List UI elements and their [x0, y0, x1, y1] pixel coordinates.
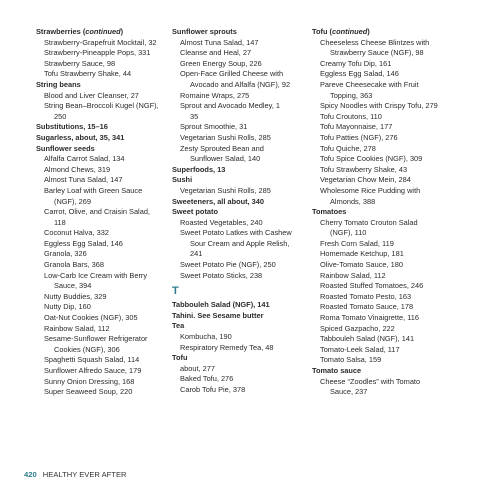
index-entry: Barley Loaf with Green Sauce — [44, 185, 143, 195]
index-entry: Cheeseless Cheese Blintzes with — [320, 37, 430, 47]
index-entry: Eggless Egg Salad, 146 — [320, 69, 399, 79]
index-entry: Sauce, 394 — [54, 281, 92, 291]
index-entry: Green Energy Soup, 226 — [180, 58, 262, 68]
index-entry: Avocado and Alfalfa (NGF), 92 — [190, 79, 291, 89]
index-entry: Tofu Strawberry Shake, 43 — [320, 164, 408, 174]
index-entry: Carob Tofu Pie, 378 — [180, 385, 246, 394]
index-entry: Low-Carb Ice Cream with Berry — [44, 270, 148, 280]
index-heading: String beans — [36, 79, 81, 89]
index-entry: Kombucha, 190 — [180, 332, 232, 342]
continued-marker: continued — [331, 27, 368, 36]
index-entry: Tofu Patties (NGF), 276 — [320, 132, 398, 142]
index-heading: Superfoods, 13 — [172, 164, 226, 174]
index-entry: 250 — [54, 111, 67, 121]
index-entry: (NGF), 110 — [330, 228, 367, 238]
index-entry: Coconut Halva, 332 — [44, 228, 109, 238]
index-entry: Sprout Smoothie, 31 — [180, 122, 248, 132]
index-entry: Tofu Spice Cookies (NGF), 309 — [320, 154, 423, 164]
index-heading: Tofu — [172, 353, 188, 363]
index-column-3 — [312, 27, 452, 398]
index-heading: Sunflower sprouts — [172, 27, 237, 36]
index-heading: Tomato sauce — [312, 366, 362, 375]
book-title: HEALTHY EVER AFTER — [42, 470, 127, 479]
index-entry: Vegetarian Chow Mein, 284 — [320, 175, 411, 185]
index-heading: Substitutions, 15–16 — [36, 122, 108, 132]
index-entry: Roasted Tomato Pesto, 163 — [320, 291, 412, 301]
index-entry: Roasted Vegetables, 240 — [180, 217, 263, 227]
index-entry: Granola Bars, 368 — [44, 260, 104, 270]
index-entry: Nutty Dip, 160 — [44, 302, 91, 312]
index-section-letter: T — [172, 285, 179, 298]
index-heading: Sunflower seeds — [36, 143, 95, 153]
index-entry: Homemade Ketchup, 181 — [320, 249, 404, 259]
index-entry: Sweet Potato Latkes with Cashew — [180, 228, 292, 238]
index-entry: Romaine Wraps, 275 — [180, 90, 250, 100]
index-entry: Blood and Liver Cleanser, 27 — [44, 90, 139, 100]
index-entry: Tabbouleh Salad (NGF), 141 — [320, 334, 415, 344]
index-entry: Almond Chews, 319 — [44, 164, 111, 174]
index-heading: Tofu (continued) — [312, 27, 370, 36]
index-heading: Sweet potato — [172, 207, 218, 217]
index-entry: Eggless Egg Salad, 146 — [44, 238, 123, 248]
index-entry: Carrot, Olive, and Craisin Salad, — [44, 207, 150, 217]
index-entry: Zesty Sprouted Bean and — [180, 143, 264, 153]
index-entry: Roasted Stuffed Tomatoes, 246 — [320, 281, 424, 291]
index-entry: Tomato Salsa, 159 — [320, 355, 382, 365]
index-entry: Topping, 363 — [330, 90, 373, 100]
index-entry: Respiratory Remedy Tea, 48 — [180, 342, 274, 352]
index-heading: Strawberries (continued) — [36, 27, 124, 36]
index-heading: Tomatoes — [312, 207, 347, 217]
index-entry: Tofu Strawberry Shake, 44 — [44, 69, 132, 79]
index-entry: Strawberry-Pineapple Pops, 331 — [44, 48, 151, 58]
index-entry: Tofu Mayonnaise, 177 — [320, 122, 393, 132]
index-entry: Creamy Tofu Dip, 161 — [320, 58, 392, 68]
index-entry: Nutty Buddies, 329 — [44, 291, 107, 301]
index-entry: Strawberry-Grapefruit Mocktail, 32 — [44, 37, 157, 47]
index-entry: Tomato-Leek Salad, 117 — [320, 344, 400, 354]
index-column-2 — [172, 27, 306, 396]
index-entry: Sour Cream and Apple Relish, — [190, 238, 290, 248]
index-entry: Rainbow Salad, 112 — [320, 270, 386, 280]
index-entry: Cleanse and Heal, 27 — [180, 48, 252, 58]
index-entry: 35 — [190, 111, 199, 121]
index-heading: Tabbouleh Salad (NGF), 141 — [172, 300, 270, 310]
index-entry: Granola, 326 — [44, 249, 87, 259]
index-entry: Strawberry Sauce (NGF), 98 — [330, 48, 424, 58]
index-entry: Sunny Onion Dressing, 168 — [44, 376, 135, 386]
index-entry: Tofu Croutons, 110 — [320, 111, 382, 121]
index-entry: Vegetarian Sushi Rolls, 285 — [180, 185, 271, 195]
index-column-1 — [36, 27, 168, 398]
index-entry: Alfalfa Carrot Salad, 134 — [44, 154, 125, 164]
index-entry: Cherry Tomato Crouton Salad — [320, 217, 418, 227]
index-entry: (NGF), 269 — [54, 196, 91, 206]
index-entry: Cheese “Zoodles” with Tomato — [320, 376, 421, 386]
index-entry: Almost Tuna Salad, 147 — [44, 175, 123, 185]
index-entry: Spaghetti Squash Salad, 114 — [44, 355, 140, 365]
index-entry: Vegetarian Sushi Rolls, 285 — [180, 132, 271, 142]
index-heading: Sushi — [172, 175, 193, 185]
index-entry: Baked Tofu, 276 — [180, 374, 234, 384]
index-entry: Sauce, 237 — [330, 387, 368, 397]
index-entry: Sunflower Alfredo Sauce, 179 — [44, 366, 142, 375]
index-entry: Almost Tuna Salad, 147 — [180, 37, 259, 47]
index-entry: Oat-Nut Cookies (NGF), 305 — [44, 313, 138, 323]
index-entry: Roasted Tomato Sauce, 178 — [320, 302, 414, 312]
index-entry: Open-Face Grilled Cheese with — [180, 69, 284, 79]
index-entry: 241 — [190, 249, 203, 259]
index-entry: 118 — [54, 217, 66, 227]
index-entry: Wholesome Rice Pudding with — [320, 185, 421, 195]
index-entry: Almonds, 388 — [330, 196, 376, 206]
index-entry: Rainbow Salad, 112 — [44, 323, 110, 333]
index-entry: Sunflower Salad, 140 — [190, 154, 261, 164]
index-entry: about, 277 — [180, 363, 215, 373]
index-entry: Sesame-Sunflower Refrigerator — [44, 334, 148, 344]
index-entry: String Bean–Broccoli Kugel (NGF), — [44, 101, 159, 111]
index-entry: Strawberry Sauce, 98 — [44, 58, 116, 68]
index-heading: Tahini. See Sesame butter — [172, 310, 264, 320]
index-entry: Sweet Potato Sticks, 238 — [180, 270, 263, 280]
index-heading: Tea — [172, 321, 185, 331]
index-entry: Sweet Potato Pie (NGF), 250 — [180, 260, 276, 270]
index-entry: Tofu Quiche, 278 — [320, 143, 376, 153]
continued-marker: continued — [85, 27, 121, 36]
index-entry: Spicy Noodles with Crispy Tofu, 279 — [320, 101, 438, 111]
index-entry: Super Seaweed Soup, 220 — [44, 387, 133, 397]
index-entry: Fresh Corn Salad, 119 — [320, 238, 394, 248]
index-entry: Olive-Tomato Sauce, 180 — [320, 260, 403, 270]
index-entry: Pareve Cheesecake with Fruit — [320, 79, 419, 89]
index-heading: Sweeteners, all about, 340 — [172, 196, 265, 206]
index-entry: Sprout and Avocado Medley, 1 — [180, 101, 280, 111]
index-heading: Sugarless, about, 35, 341 — [36, 132, 125, 142]
index-entry: Roma Tomato Vinaigrette, 116 — [320, 313, 420, 323]
page-footer — [24, 470, 127, 479]
index-entry: Cookies (NGF), 306 — [54, 344, 120, 354]
page-number: 420 — [24, 470, 37, 479]
index-entry: Spiced Gazpacho, 222 — [320, 323, 395, 333]
